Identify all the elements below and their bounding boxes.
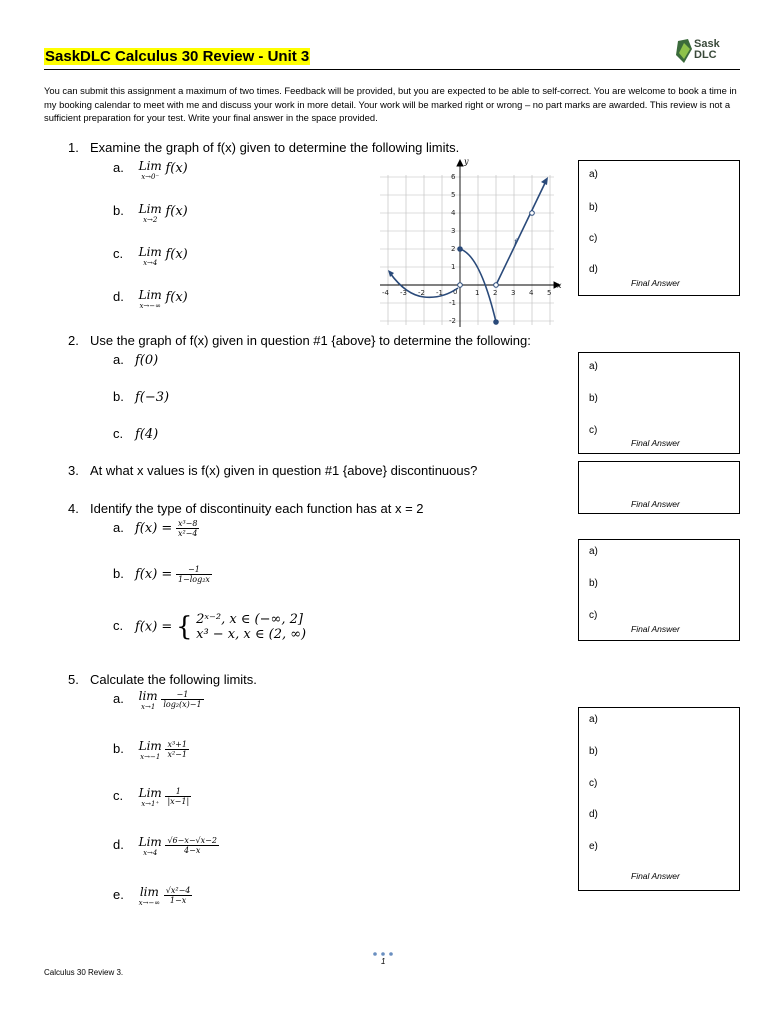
q1-item-d: d. Lim x→−∞ f(x): [113, 288, 188, 310]
answer-label: d): [589, 809, 598, 820]
answer-box-q3[interactable]: [578, 461, 740, 514]
curve: [388, 177, 548, 322]
answer-box-q1[interactable]: [578, 160, 740, 296]
answer-label: c): [589, 425, 598, 436]
q4-item-b: b. f(x) = $\frac{-1}{\text{1−log₂x}}$: [113, 565, 210, 584]
final-answer-label: Final Answer: [631, 438, 680, 448]
curve-label: f: [514, 238, 517, 247]
final-answer-label: Final Answer: [631, 278, 680, 288]
question-prompt: Identify the type of discontinuity each function has at x = 2: [90, 501, 424, 516]
page-number: 1: [381, 957, 386, 966]
y-tick: 3: [451, 227, 456, 235]
function-graph: [380, 155, 564, 333]
q4-item-a: a. f(x) = $\frac{\text{x³−8}}{\text{x²−4}}$: [113, 519, 198, 538]
y-tick: 4: [451, 209, 456, 217]
y-tick: 5: [451, 191, 456, 199]
header-rule: [44, 69, 740, 70]
axes: [380, 160, 560, 327]
final-answer-label: Final Answer: [631, 624, 680, 634]
answer-label: b): [589, 746, 598, 757]
open-point: [494, 283, 499, 288]
answer-label: e): [589, 841, 598, 852]
answer-label: b): [589, 578, 598, 589]
q4-item-c: c. f(x) = { 2ˣ⁻², x ∈ (−∞, 2] x³ − x, x ∈ (2, ∞): [113, 612, 307, 642]
q5-item-c: c. Lim x→1⁺ $\frac{1}{|x-1|}$: [113, 786, 190, 808]
answer-label: d): [589, 264, 598, 275]
y-tick: 1: [451, 263, 456, 271]
brand-name: SaskDLC: [45, 48, 111, 65]
q5-item-d: d. Lim x→4 $\frac{√6-x-√x-2}{4-x}$: [113, 835, 217, 857]
answer-box-q4[interactable]: [578, 539, 740, 641]
x-tick: 1: [475, 289, 480, 297]
x-tick: 2: [493, 289, 498, 297]
question-3: 3. At what x values is f(x) given in question #1 {above} discontinuous?: [68, 463, 478, 478]
answer-label: c): [589, 233, 598, 244]
question-2: 2. Use the graph of f(x) given in question #1 {above} to determine the following:: [68, 333, 531, 348]
answer-label: b): [589, 202, 598, 213]
question-prompt: Examine the graph of f(x) given to determine the following limits.: [90, 140, 460, 155]
sask-dlc-logo: [676, 37, 742, 65]
q5-item-b: b. Lim x→−1 $\frac{\text{x³+1}}{\text{x²−1}}$: [113, 739, 187, 761]
x-axis-label: x: [557, 281, 562, 290]
y-tick: 6: [451, 173, 456, 181]
logo-text-top: Sask: [694, 38, 720, 50]
question-1: [68, 140, 459, 155]
q5-item-e: e. lim x→−∞ $\frac{\text{√x²−4}}{1-x}$: [113, 885, 191, 907]
q1-item-b: b. Lim x→2 f(x): [113, 202, 188, 224]
closed-point: [494, 320, 499, 325]
title-text: Calculus 30 Review - Unit 3: [115, 48, 310, 65]
q1-item-a: a. Lim x→0⁻ f(x): [113, 159, 188, 181]
answer-label: c): [589, 610, 598, 621]
answer-label: a): [589, 546, 598, 557]
x-tick: -1: [436, 289, 443, 297]
q2-item-b: b. f(−3): [113, 389, 170, 405]
answer-label: a): [589, 169, 598, 180]
question-4: 4. Identify the type of discontinuity each function has at x = 2: [68, 501, 424, 516]
y-tick: -1: [449, 299, 456, 307]
question-prompt: At what x values is f(x) given in question #1 {above} discontinuous?: [90, 463, 478, 478]
intro-paragraph: You can submit this assignment a maximum of two times. Feedback will be provided, but you are expected to be able to self-correct. You are welcome to book a time in my booking calendar to meet with me and discuss your work in more detail. Your work will be marked right or wrong – no part marks are awarded. This review is not a sufficient preparation for your test. Write your final answer in the space provided.: [44, 85, 737, 123]
logo-text-bottom: DLC: [694, 49, 717, 61]
open-point: [530, 211, 535, 216]
x-tick: -2: [418, 289, 425, 297]
answer-label: c): [589, 778, 598, 789]
question-prompt: Use the graph of f(x) given in question #1 {above} to determine the following:: [90, 333, 531, 348]
q2-item-c: c. f(4): [113, 426, 159, 442]
brace-icon: {: [175, 612, 193, 642]
x-tick: 3: [511, 289, 516, 297]
footer-text: Calculus 30 Review 3.: [44, 968, 124, 977]
x-tick: 4: [529, 289, 534, 297]
closed-point: [458, 247, 463, 252]
y-tick: -2: [449, 317, 456, 325]
x-tick: 5: [547, 289, 552, 297]
page-title: [44, 48, 310, 65]
y-tick: 2: [451, 245, 456, 253]
answer-label: a): [589, 361, 598, 372]
final-answer-label: Final Answer: [631, 871, 680, 881]
final-answer-label: Final Answer: [631, 499, 680, 509]
x-tick: -3: [400, 289, 407, 297]
logo-mark-icon: [676, 39, 694, 63]
answer-label: a): [589, 714, 598, 725]
answer-label: b): [589, 393, 598, 404]
x-tick: 0: [453, 288, 458, 296]
grid: [380, 175, 554, 325]
question-5: 5. Calculate the following limits.: [68, 672, 257, 687]
q5-item-a: a. lim x→1 $\frac{-1}{\text{log₂(x)−1}}$: [113, 689, 202, 711]
answer-box-q5[interactable]: [578, 707, 740, 891]
q1-item-c: c. Lim x→4 f(x): [113, 245, 188, 267]
x-tick: -4: [382, 289, 389, 297]
question-number: 1.: [68, 140, 79, 155]
question-prompt: Calculate the following limits.: [90, 672, 257, 687]
open-point: [458, 283, 463, 288]
q2-item-a: a. f(0): [113, 352, 159, 368]
y-axis-label: y: [464, 157, 469, 166]
answer-box-q2[interactable]: [578, 352, 740, 454]
